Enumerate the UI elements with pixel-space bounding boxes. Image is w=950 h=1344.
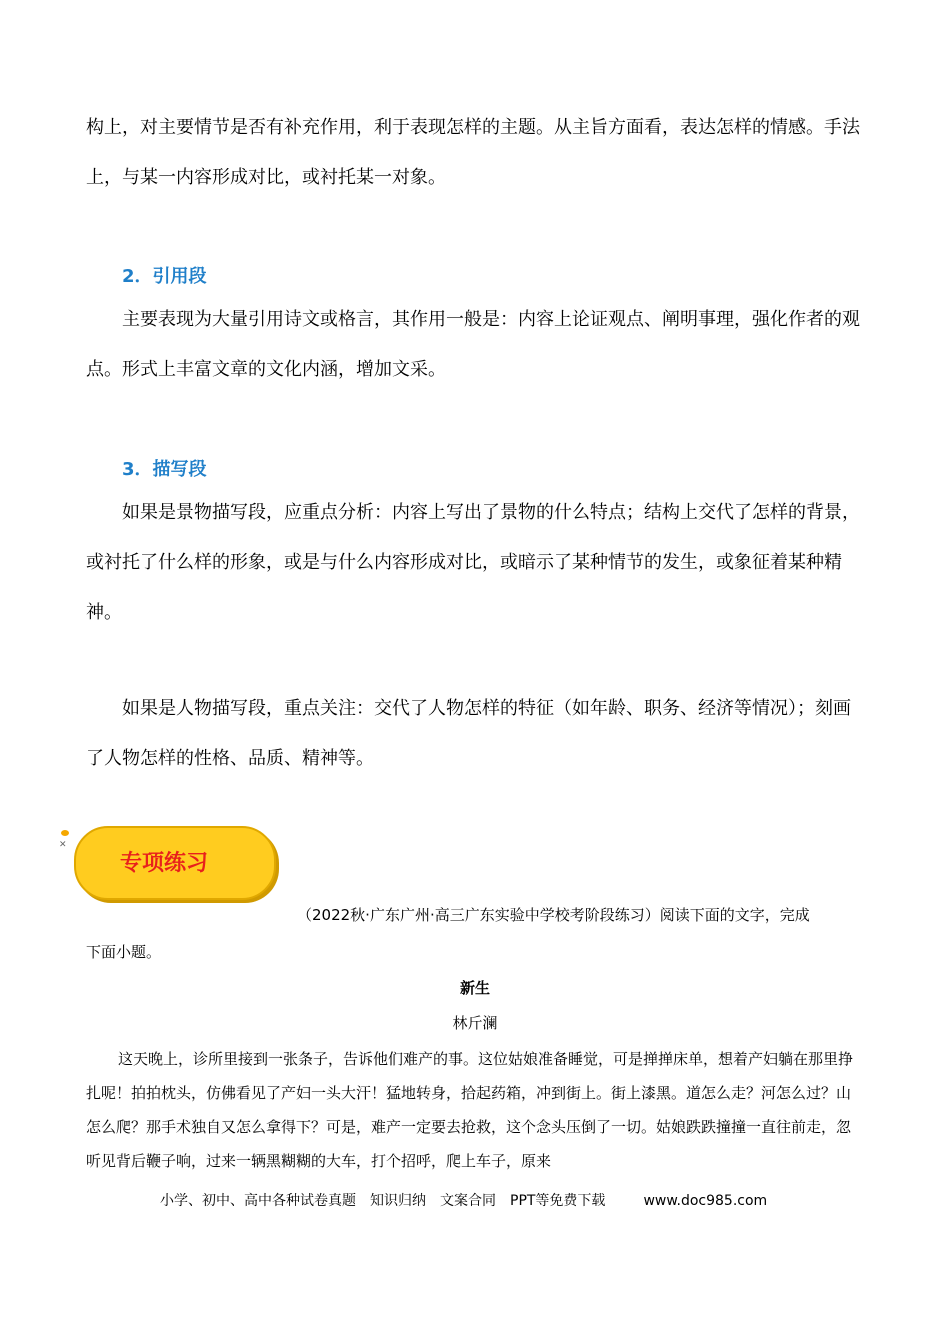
story-text: 这天晚上，诊所里接到一张条子，告诉他们难产的事。这位姑娘准备睡觉，可是掸掸床单，想着产妇躺在那里挣扎呢！拍拍枕头，仿佛看见了产妇一头大汗！猛地转身，拾起药箱，冲到街上。街上漆黑。道怎么走？河怎么过？山怎么爬？那手术独自又怎么拿得下？可是，难产一定要去抢救，这个念头压倒了一切。姑娘跌跌撞撞一直往前走，忽听见背后鞭子响，过来一辆黑糊糊的大车，打个招呼，爬上车子，原来: [86, 1050, 854, 1170]
footer-left-text: 小学、初中、高中各种试卷真题: [160, 1193, 356, 1209]
footer: [160, 1190, 781, 1210]
footer-mid2: 文案合同: [440, 1193, 496, 1209]
heading-quotation-paragraph: 2．引用段: [122, 266, 207, 287]
footer-mid3: PPT等免费下载: [510, 1193, 606, 1209]
heading-description-paragraph: 3．描写段: [122, 459, 207, 480]
paragraph-top: 构上，对主要情节是否有补充作用，利于表现怎样的主题。从主旨方面看，表达怎样的情感。手法上，与某一内容形成对比，或衬托某一对象。: [86, 117, 860, 188]
practice-badge: [74, 826, 276, 900]
story-title: 新生: [459, 979, 490, 997]
story-author: 林斤澜: [452, 1014, 498, 1032]
practice-badge-label: 专项练习: [120, 851, 209, 876]
source-line-continued: 下面小题。: [86, 943, 162, 961]
source-line: （2022秋·广东广州·高三广东实验中学校考阶段练习）阅读下面的文字，完成: [297, 906, 810, 924]
paragraph-quotation: 主要表现为大量引用诗文或格言，其作用一般是：内容上论证观点、阐明事理，强化作者的观点。形式上丰富文章的文化内涵，增加文采。: [86, 309, 860, 380]
decor-mark-icon: ✕: [59, 840, 67, 850]
paragraph-scenery-description: 如果是景物描写段，应重点分析：内容上写出了景物的什么特点；结构上交代了怎样的背景，或衬托了什么样的形象，或是与什么内容形成对比，或暗示了某种情节的发生，或象征着某种精神。: [86, 502, 860, 623]
decor-dot-icon: [61, 830, 69, 836]
paragraph-character-description: 如果是人物描写段，重点关注：交代了人物怎样的特征（如年龄、职务、经济等情况）；刻画了人物怎样的性格、品质、精神等。: [86, 698, 851, 769]
footer-mid1: 知识归纳: [370, 1193, 426, 1209]
footer-url[interactable]: www.doc985.com: [643, 1193, 768, 1209]
